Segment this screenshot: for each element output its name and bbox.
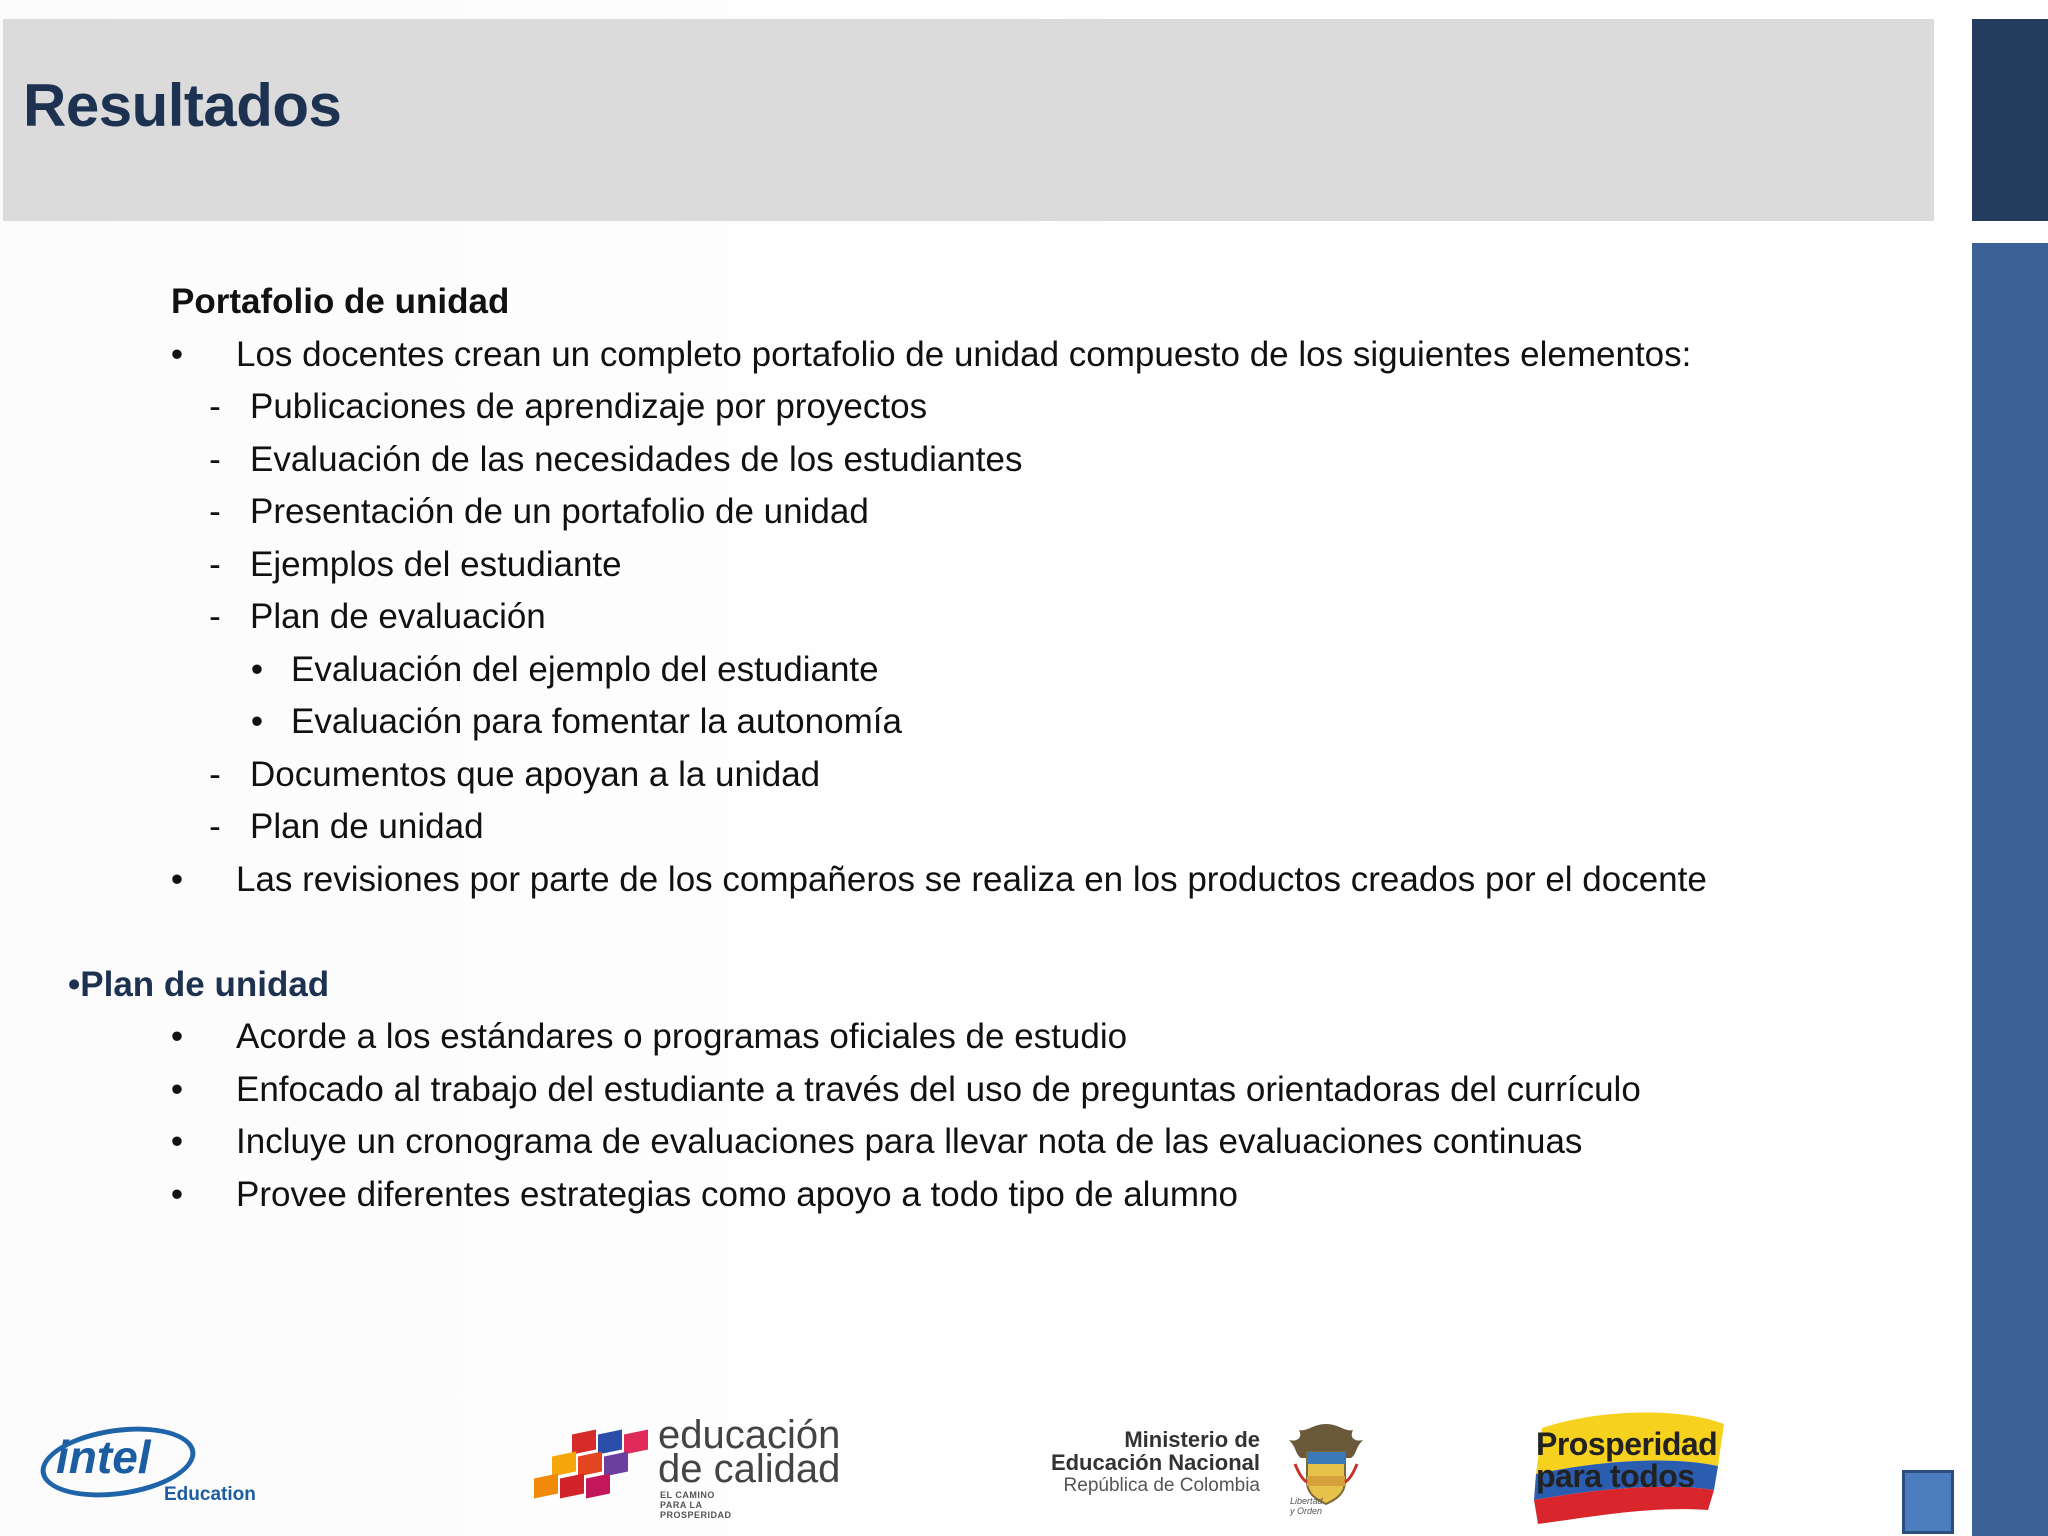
bullet-icon: • bbox=[250, 702, 264, 741]
bullet-icon: • bbox=[170, 1175, 184, 1214]
footer-logos bbox=[0, 1390, 1940, 1536]
dash-icon: - bbox=[209, 755, 221, 794]
right-accent-bar bbox=[1972, 243, 2048, 1536]
prosperidad-text bbox=[1536, 1428, 1717, 1492]
ministerio-text bbox=[1020, 1428, 1260, 1497]
list-item-text: Publicaciones de aprendizaje por proyectos bbox=[250, 387, 928, 426]
dash-icon: - bbox=[209, 545, 221, 584]
list-item-text: Plan de evaluación bbox=[250, 597, 546, 636]
educacion-wordmark bbox=[658, 1413, 841, 1491]
shield-caption: Libertad y Orden bbox=[1290, 1496, 1323, 1516]
list-item-text: Presentación de un portafolio de unidad bbox=[250, 492, 869, 531]
cubes-icon bbox=[534, 1432, 652, 1502]
prosperidad-line1: Prosperidad bbox=[1536, 1426, 1718, 1462]
ministerio-line1: Ministerio de bbox=[1124, 1427, 1260, 1452]
dash-icon: - bbox=[209, 387, 221, 426]
educacion-line1: educación bbox=[658, 1413, 841, 1457]
bullet-icon: • bbox=[170, 1122, 184, 1161]
bullet-icon: • bbox=[170, 1070, 184, 1109]
prosperidad-line2: para todos bbox=[1536, 1458, 1695, 1494]
list-item-text: Plan de unidad bbox=[250, 807, 484, 846]
bullet-icon: • bbox=[170, 1017, 184, 1056]
list-item-text: Documentos que apoyan a la unidad bbox=[250, 755, 821, 794]
educacion-tagline: EL CAMINO PARA LA PROSPERIDAD bbox=[660, 1490, 732, 1520]
list-item-text: Ejemplos del estudiante bbox=[250, 545, 622, 584]
bullet-icon: • bbox=[250, 650, 264, 689]
ministerio-line3: República de Colombia bbox=[1063, 1475, 1260, 1496]
bullet-icon: • bbox=[170, 335, 184, 374]
dash-icon: - bbox=[209, 440, 221, 479]
list-item-text: Incluye un cronograma de evaluaciones para llevar nota de las evaluaciones continuas bbox=[236, 1122, 1583, 1161]
sub-list-item-text: Evaluación del ejemplo del estudiante bbox=[291, 650, 879, 689]
intel-wordmark: intel bbox=[56, 1431, 151, 1483]
cube-shape bbox=[534, 1473, 558, 1498]
corner-square bbox=[1902, 1470, 1954, 1534]
slide-title: Resultados bbox=[23, 72, 342, 139]
list-item-text: Provee diferentes estrategias como apoyo a todo tipo de alumno bbox=[236, 1175, 1239, 1214]
unit-plan-heading: •Plan de unidad bbox=[68, 965, 330, 1004]
dash-icon: - bbox=[209, 597, 221, 636]
cube-shape bbox=[560, 1473, 584, 1498]
dash-icon: - bbox=[209, 807, 221, 846]
bullet-icon: • bbox=[170, 860, 184, 899]
list-item-text: Acorde a los estándares o programas oficiales de estudio bbox=[236, 1017, 1128, 1056]
list-item-text: Evaluación de las necesidades de los estudiantes bbox=[250, 440, 1023, 479]
educacion-line2: de calidad bbox=[658, 1447, 841, 1491]
portfolio-review-text: Las revisiones por parte de los compañeros se realiza en los productos creados por el docente bbox=[236, 860, 1707, 899]
portfolio-intro-text: Los docentes crean un completo portafolio de unidad compuesto de los siguientes elementos: bbox=[236, 335, 1692, 374]
right-accent-bar-top bbox=[1972, 19, 2048, 221]
list-item-text: Enfocado al trabajo del estudiante a través del uso de preguntas orientadoras del currículo bbox=[236, 1070, 1641, 1109]
intel-subtitle: Education bbox=[164, 1484, 256, 1505]
ministerio-line2: Educación Nacional bbox=[1050, 1450, 1260, 1475]
sub-list-item-text: Evaluación para fomentar la autonomía bbox=[291, 702, 902, 741]
dash-icon: - bbox=[209, 492, 221, 531]
portfolio-heading: Portafolio de unidad bbox=[171, 282, 510, 321]
cube-shape bbox=[586, 1473, 610, 1498]
